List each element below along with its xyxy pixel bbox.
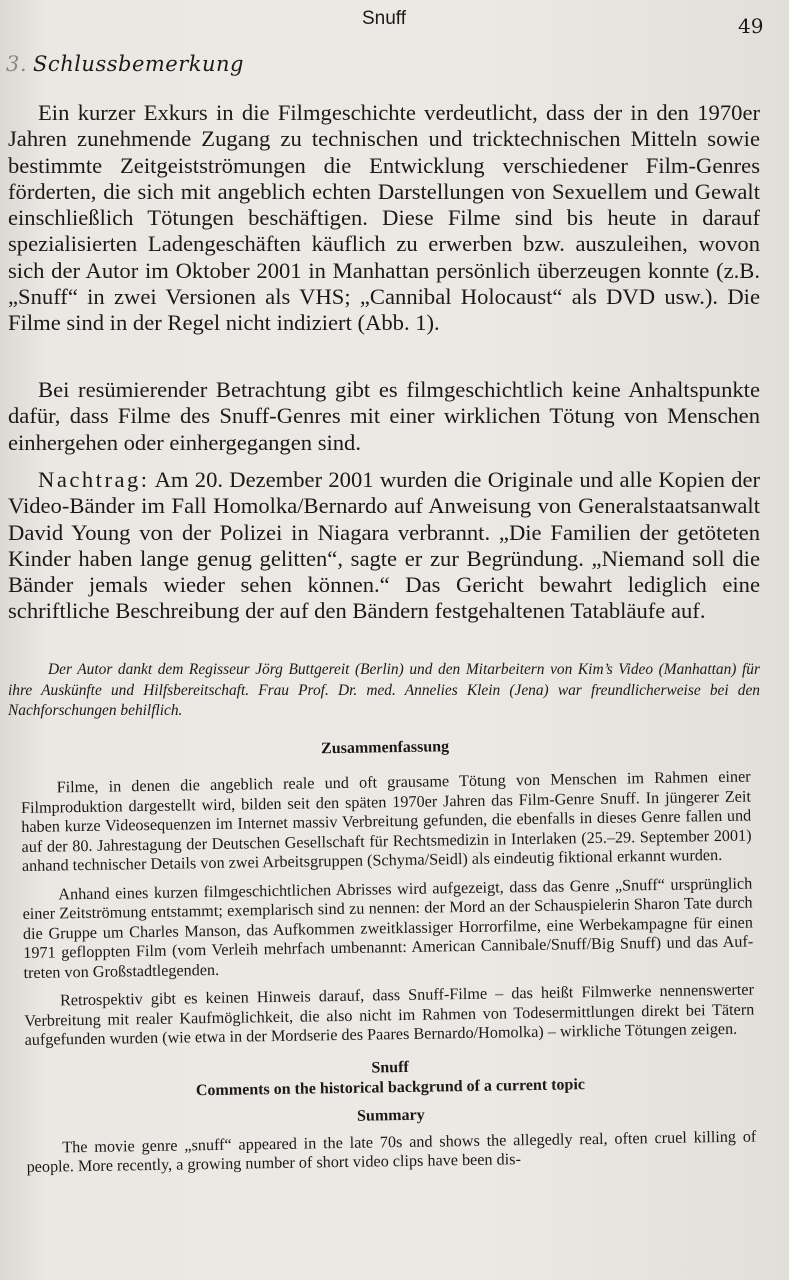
paragraph-text: Ein kurzer Exkurs in die Filmgeschichte verdeutlicht, dass der in den 1970er Jahren zunehmende Zugang zu technischen und tricktechnischen Mitteln sowie bestimmte Zeitgeistströmungen die Entwicklung verschiedener Film-Genres förderten, die sich mit angeblich echten Darstellungen von Sexuellem und Gewalt einschließlich Tötungen beschäftigen. Diese Filme sind bis heute in darauf spezialisierten Ladengeschäften käuflich zu erwerben bzw. auszuleihen, wovon sich der Autor im Oktober 2001 in Manhattan persönlich überzeugen konnte (z.B. „Snuff“ in zwei Versionen als VHS; „Cannibal Holocaust“ als DVD usw.). Die Filme sind in der Regel nicht indiziert (Abb. 1). [8,100,760,336]
section-title: Schlussbemerkung [33,52,244,76]
english-summary-heading: Summary [356,1106,425,1125]
english-title: Snuff [371,1058,409,1077]
body-paragraph-3 [8,467,760,625]
addendum-label: Nachtrag: [38,467,150,492]
summary-block [20,734,757,1178]
summary-de-paragraph-3: Retrospektiv gibt es keinen Hinweis darauf, dass Snuff-Filme – das heißt Filmwerke nennenswerter Verbreitung mit realer Kaufmöglichkeit, die also nicht im Rahmen von Todesermittlungen direkt bei Tätern aufgefunden wurden (wie etwa in der Mordserie des Paares Bernardo/Homolka) – wirkliche Tötungen zeigen. [24,980,755,1049]
english-subtitle: Comments on the historical backgrund of a current topic [195,1075,586,1099]
acknowledgement [8,660,760,722]
summary-heading: Zusammenfassung [320,738,450,758]
paragraph-text: Bei resümierender Betrachtung gibt es filmgeschichtlich keine Anhaltspunkte dafür, dass Filme des Snuff-Genres mit einer wirklichen Tötung von Menschen einhergehen oder einhergegangen sind. [8,377,760,455]
acknowledgement-text: Der Autor dankt dem Regisseur Jörg Buttgereit (Berlin) und den Mitarbeitern von Kim’s Video (Manhattan) für ihre Auskünfte und Hilfsbereitschaft. Frau Prof. Dr. med. Annelies Klein (Jena) war freundlicherweise bei den Nachforschungen behilflich. [8,661,760,719]
summary-de-paragraph-2: Anhand eines kurzen filmgeschichtlichen Abrisses wird aufgezeigt, dass das Genre „Snuff“ ursprünglich einer Zeitströmung entstammt; exemplarisch sind zu nennen: der Mord an der Schauspielerin Sharon Tate durch die Gruppe um Charles Manson, das Aufkommen zweitklassiger Horrorfilme, eine Werbekampagne für einen 1971 gefloppten Film (vom Verleih mehrfach umbenannt: American Cannibale/Snuff/Big Snuff) und das Auftreten von Großstadtlegenden. [22,874,754,982]
body-paragraph-2 [8,377,760,456]
paragraph-text [8,467,760,625]
summary-de-text [21,768,755,1051]
summary-en-paragraph-1: The movie genre „snuff“ appeared in the late 70s and shows the allegedly real, often cruel killing of people. More recently, a growing number of short video clips have been dis- [26,1126,757,1176]
addendum-text: Am 20. Dezember 2001 wurden die Originale und alle Kopien der Video-Bänder im Fall Homolka/Bernardo auf Anweisung von Generalstaatsanwalt David Young von der Polizei in Niagara verbrannt. „Die Familien der getöteten Kinder haben lange genug gelitten“, sagte er zur Begründung. „Niemand soll die Bänder jemals wieder sehen können.“ Das Gericht bewahrt lediglich eine schriftliche Beschreibung der auf den Bändern festgehaltenen Tatabläufe auf. [8,467,760,624]
running-head [0,6,789,36]
body-paragraph-1 [8,100,760,337]
running-title: Snuff [362,8,407,29]
page-number: 49 [738,14,764,38]
section-heading [6,52,244,76]
summary-en-text [26,1127,757,1177]
summary-de-paragraph-1: Filme, in denen die angeblich reale und oft grausame Tötung von Menschen im Rahmen einer Filmproduktion dargestellt wird, bilden seit den späten 1970er Jahren das Film-Genre Snuff. In jüngerer Zeit haben kurze Videosequenzen im Internet massiv Verbreitung gefunden, die ebenfalls in dieses Genre fallen und auf der 80. Jahrestagung der Deutschen Gesellschaft für Rechtsmedizin in Interlaken (25.–29. September 2001) anhand technischer Details von zwei Arbeitsgruppen (Schyma/Seidl) als eindeutig fiktional erkannt wurden. [20,767,752,875]
section-number: 3. [6,52,28,76]
